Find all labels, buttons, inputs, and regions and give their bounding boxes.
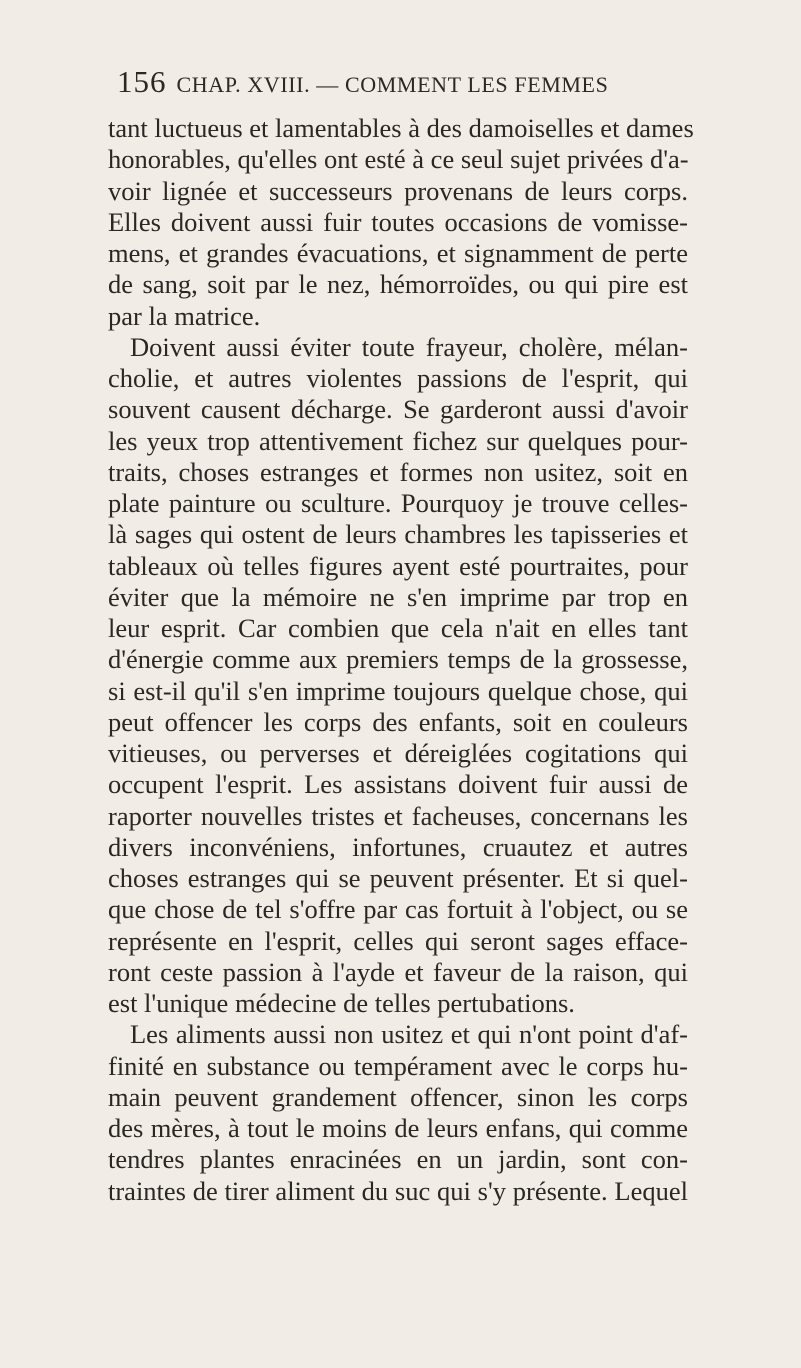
text-line: voir lignée et successeurs provenans de leurs corps. [108, 175, 688, 206]
text-line: honorables, qu'elles ont esté à ce seul sujet privées d'a- [108, 144, 689, 175]
text-line: de sang, soit par le nez, hémorroïdes, ou qui pire est [108, 269, 688, 300]
text-line: mens, et grandes évacuations, et signamment de perte [108, 238, 688, 268]
text-line: par la matrice. [108, 300, 261, 331]
text-line: divers inconvéniens, infortunes, cruautez et autres [108, 831, 688, 862]
text-line: leur esprit. Car combien que cela n'ait en elles tant [108, 613, 688, 643]
text-line: est l'unique médecine de telles pertubations. [108, 988, 575, 1018]
text-line: là sages qui ostent de leurs chambres les tapisseries et [108, 519, 688, 550]
text-line: traits, choses estranges et formes non usitez, soit en [108, 456, 688, 487]
text-line: vitieuses, ou perverses et déreiglées cogitations qui [108, 738, 688, 768]
text-line: main peuvent grandement offencer, sinon les corps [108, 1081, 688, 1112]
text-line: cholie, et autres violentes passions de l'esprit, qui [108, 363, 688, 393]
text-line: occupent l'esprit. Les assistans doivent fuir aussi de [108, 769, 688, 800]
text-line: peut offencer les corps des enfants, soit en couleurs [108, 706, 688, 737]
text-line: d'énergie comme aux premiers temps de la grossesse, [108, 644, 688, 675]
text-line: que chose de tel s'offre par cas fortuit à l'object, ou se [108, 894, 688, 925]
text-line: traintes de tirer aliment du suc qui s'y présente. Lequel [108, 1175, 688, 1206]
text-line: les yeux trop attentivement fichez sur quelques pour- [108, 425, 688, 456]
text-line: Les aliments aussi non usitez et qui n'ont point d'af- [130, 1019, 688, 1050]
text-line: Elles doivent aussi fuir toutes occasions de vomisse- [108, 206, 688, 237]
text-line: tant luctueus et lamentables à des damoiselles et dames [108, 113, 694, 143]
text-line: tendres plantes enracinées en un jardin, sont con- [108, 1144, 688, 1175]
text-line: raporter nouvelles tristes et facheuses, concernans les [108, 800, 688, 831]
text-line: choses estranges qui se peuvent présenter. Et si quel- [108, 863, 688, 893]
body-text [108, 113, 694, 1207]
text-line: Doivent aussi éviter toute frayeur, cholère, mélan- [130, 331, 688, 362]
page-header [117, 64, 677, 104]
text-line: finité en substance ou tempérament avec le corps hu- [108, 1050, 688, 1081]
page-number: 156 [117, 64, 167, 99]
text-line: si est-il qu'il s'en imprime toujours quelque chose, qui [108, 675, 688, 706]
text-line: plate painture ou sculture. Pourquoy je trouve celles- [108, 488, 688, 518]
text-line: ront ceste passion à l'ayde et faveur de la raison, qui [108, 956, 688, 987]
text-line: éviter que la mémoire ne s'en imprime par trop en [108, 581, 688, 612]
running-head: CHAP. XVIII. — COMMENT LES FEMMES [176, 72, 609, 97]
text-line: tableaux où telles figures ayent esté pourtraites, pour [108, 550, 688, 581]
text-line: des mères, à tout le moins de leurs enfans, qui comme [108, 1113, 688, 1143]
text-line: représente en l'esprit, celles qui seront sages efface- [108, 925, 688, 956]
text-line: souvent causent décharge. Se garderont aussi d'avoir [108, 394, 688, 425]
